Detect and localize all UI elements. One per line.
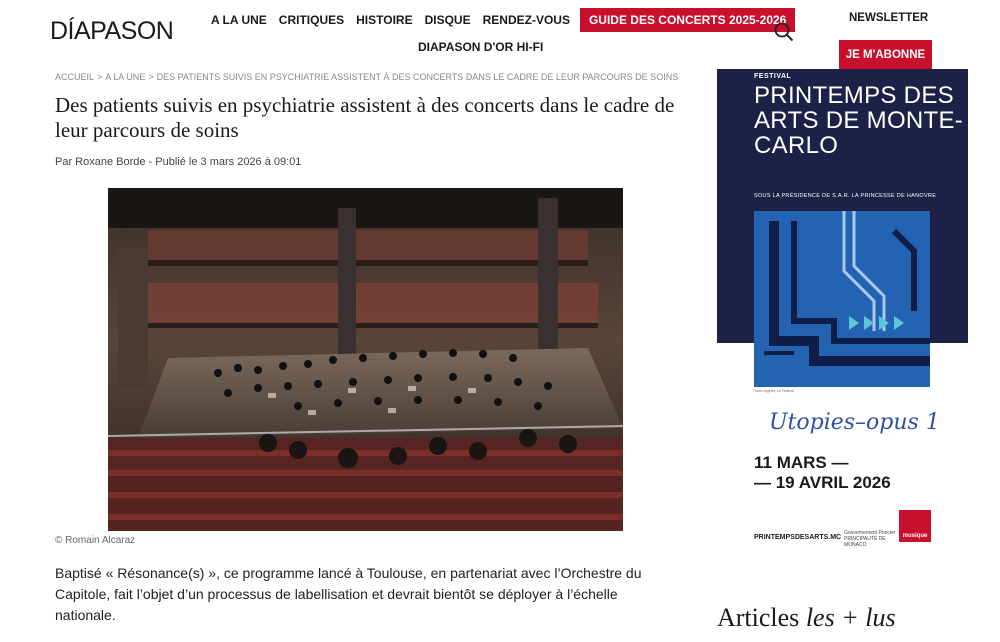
ad-festival-label: FESTIVAL xyxy=(754,73,792,80)
breadcrumb-separator: > xyxy=(148,72,154,82)
ad-artwork xyxy=(754,211,930,387)
diapason-logo[interactable]: DÍAPASON xyxy=(50,17,174,45)
article-body: Baptisé « Résonance(s) », ce programme lancé à Toulouse, en partenariat avec l’Orchestre du Capitole, fait l’objet d’un processus de labellisation et devrait bientôt se déployer à l’échelle nationale. xyxy=(55,565,642,623)
newsletter-link[interactable]: NEWSLETTER xyxy=(849,12,929,24)
article-byline: Par Roxane Borde - Publié le 3 mars 2026 à 09:01 xyxy=(55,156,302,168)
search-icon[interactable] xyxy=(774,22,794,42)
nav-item-a-la-une[interactable]: A LA UNE xyxy=(211,13,267,27)
main-nav xyxy=(205,9,795,31)
most-read-heading-plain: Articles xyxy=(717,603,806,632)
breadcrumb-home[interactable]: ACCUEIL xyxy=(55,72,95,82)
image-caption: © Romain Alcaraz xyxy=(55,535,136,546)
ad-government-logo: Gouvernement Princier PRINCIPAUTÉ DE MONACO xyxy=(844,530,896,548)
breadcrumb-current: DES PATIENTS SUIVIS EN PSYCHIATRIE ASSISTENT À DES CONCERTS DANS LE CADRE DE LEUR PARCOURS DE SOINS xyxy=(156,72,679,82)
nav-item-critiques[interactable]: CRITIQUES xyxy=(278,13,345,27)
ad-date-end: — 19 AVRIL 2026 xyxy=(754,473,891,492)
ad-website: PRINTEMPSDESARTS.MC xyxy=(754,534,842,541)
subscribe-button[interactable]: JE M'ABONNE xyxy=(839,40,932,70)
article-title: Des patients suivis en psychiatrie assistent à des concerts dans le cadre de leur parcours de soins xyxy=(55,93,675,142)
ad-date-start: 11 MARS — xyxy=(754,453,849,472)
ad-utopies: Utopies–opus 1 xyxy=(769,410,940,435)
nav-item-rendez-vous[interactable]: RENDEZ-VOUS xyxy=(482,13,570,27)
most-read-heading-italic: les + lus xyxy=(805,603,896,632)
nav-item-histoire[interactable]: HISTOIRE xyxy=(356,13,413,27)
ad-credit: Tomi Ungerer, Le Festival xyxy=(754,389,794,393)
article-hero-image xyxy=(108,188,623,531)
breadcrumb-a-la-une[interactable]: A LA UNE xyxy=(105,72,146,82)
breadcrumb xyxy=(55,72,678,82)
ad-musique-logo: musique xyxy=(899,510,931,542)
nav-item-guide-concerts[interactable]: GUIDE DES CONCERTS 2025-2026 xyxy=(580,8,795,32)
breadcrumb-separator: > xyxy=(97,72,103,82)
ad-title: PRINTEMPS DES ARTS DE MONTE-CARLO xyxy=(754,82,964,159)
nav-item-diapason-dor-hifi[interactable]: DIAPASON D'OR HI-FI xyxy=(418,40,544,54)
nav-item-disque[interactable]: DISQUE xyxy=(424,13,471,27)
most-read-heading xyxy=(717,603,896,633)
festival-advertisement[interactable] xyxy=(717,69,968,550)
ad-presidence: SOUS LA PRÉSIDENCE DE S.A.R. LA PRINCESSE DE HANOVRE xyxy=(754,193,937,199)
